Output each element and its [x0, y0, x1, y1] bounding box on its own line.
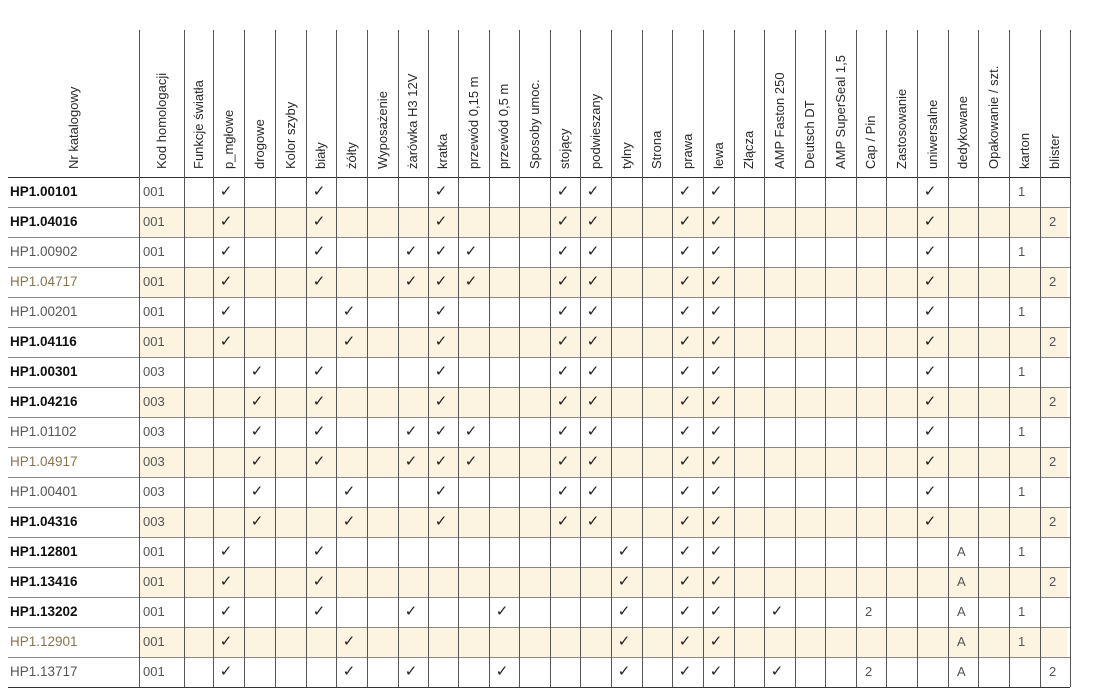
check-mark: ✓: [342, 633, 356, 650]
check-mark: ✓: [617, 543, 631, 560]
check-mark: ✓: [434, 363, 448, 380]
column-header: żarówka H3 12V: [405, 73, 420, 169]
row-divider: [8, 237, 1070, 238]
check-mark: ✓: [434, 303, 448, 320]
column-header: kratka: [435, 133, 450, 169]
row-divider: [8, 417, 1070, 418]
row-divider: [8, 357, 1070, 358]
column-header: AMP SuperSeal 1,5: [832, 55, 848, 169]
check-mark: ✓: [678, 663, 692, 680]
check-mark: ✓: [678, 603, 692, 620]
column-divider: [244, 30, 245, 687]
check-mark: ✓: [678, 273, 692, 290]
check-mark: ✓: [312, 573, 326, 590]
column-header: prawa: [679, 133, 695, 169]
column-divider: [856, 30, 857, 687]
check-mark: ✓: [923, 423, 937, 440]
column-divider: [734, 30, 735, 687]
check-mark: ✓: [709, 393, 723, 410]
check-mark: ✓: [312, 423, 326, 440]
cell-value: 2: [1049, 334, 1057, 349]
check-mark: ✓: [923, 243, 937, 260]
cell-value: 1: [1018, 244, 1026, 259]
check-mark: ✓: [586, 213, 600, 230]
check-mark: ✓: [586, 453, 600, 470]
check-mark: ✓: [709, 513, 723, 530]
catalog-number: HP1.00301: [10, 364, 78, 379]
column-header: karton: [1016, 132, 1032, 169]
check-mark: ✓: [556, 513, 570, 530]
column-header: uniwersalne: [924, 99, 940, 169]
cell-value: 2: [865, 664, 873, 679]
check-mark: ✓: [250, 393, 264, 410]
row-divider: [8, 627, 1070, 628]
check-mark: ✓: [770, 603, 784, 620]
column-header: blister: [1047, 134, 1062, 169]
check-mark: ✓: [219, 273, 233, 290]
column-header: Deutsch DT: [802, 100, 817, 169]
check-mark: ✓: [312, 243, 326, 260]
check-mark: ✓: [678, 243, 692, 260]
check-mark: ✓: [709, 663, 723, 680]
homologation-code: 003: [143, 364, 165, 379]
check-mark: ✓: [709, 543, 723, 560]
column-divider: [1009, 30, 1010, 687]
homologation-code: 001: [143, 244, 165, 259]
check-mark: ✓: [923, 333, 937, 350]
check-mark: ✓: [678, 423, 692, 440]
check-mark: ✓: [434, 243, 448, 260]
column-header: stojący: [557, 128, 572, 169]
check-mark: ✓: [556, 363, 570, 380]
column-divider: [978, 30, 979, 687]
check-mark: ✓: [250, 453, 264, 470]
check-mark: ✓: [312, 273, 326, 290]
column-header: Opakowanie / szt.: [985, 65, 1001, 169]
check-mark: ✓: [678, 453, 692, 470]
check-mark: ✓: [342, 483, 356, 500]
catalog-number: HP1.00201: [10, 304, 78, 319]
column-divider: [428, 30, 429, 687]
cell-value: 2: [1049, 454, 1057, 469]
check-mark: ✓: [586, 363, 600, 380]
column-divider: [550, 30, 551, 687]
check-mark: ✓: [464, 453, 478, 470]
check-mark: ✓: [586, 243, 600, 260]
catalog-number: HP1.00401: [10, 484, 78, 499]
check-mark: ✓: [586, 333, 600, 350]
homologation-code: 003: [143, 514, 165, 529]
check-mark: ✓: [617, 633, 631, 650]
column-divider: [519, 30, 520, 687]
column-divider: [336, 30, 337, 687]
column-divider: [213, 30, 214, 687]
column-header: podwieszany: [587, 93, 603, 169]
column-divider: [886, 30, 887, 687]
check-mark: ✓: [464, 243, 478, 260]
catalog-number: HP1.12901: [10, 634, 78, 649]
check-mark: ✓: [556, 423, 570, 440]
column-header: Złącza: [741, 130, 756, 169]
cell-value: A: [957, 664, 966, 679]
homologation-code: 003: [143, 484, 165, 499]
check-mark: ✓: [709, 423, 723, 440]
check-mark: ✓: [709, 183, 723, 200]
cell-value: 2: [1049, 394, 1057, 409]
catalog-number: HP1.04216: [10, 394, 78, 409]
check-mark: ✓: [434, 483, 448, 500]
check-mark: ✓: [770, 663, 784, 680]
column-divider: [367, 30, 368, 687]
check-mark: ✓: [556, 243, 570, 260]
column-header: żółty: [343, 142, 359, 169]
catalog-number: HP1.13416: [10, 574, 78, 589]
column-divider: [1070, 30, 1071, 687]
cell-value: A: [957, 634, 966, 649]
row-divider: [8, 597, 1070, 598]
check-mark: ✓: [678, 543, 692, 560]
column-header: dedykowane: [955, 96, 970, 169]
check-mark: ✓: [495, 603, 509, 620]
cell-value: 1: [1018, 304, 1026, 319]
check-mark: ✓: [219, 663, 233, 680]
column-divider: [672, 30, 673, 687]
row-divider: [8, 297, 1070, 298]
column-divider: [948, 30, 949, 687]
column-divider: [642, 30, 643, 687]
check-mark: ✓: [434, 423, 448, 440]
check-mark: ✓: [219, 543, 233, 560]
column-divider: [917, 30, 918, 687]
check-mark: ✓: [219, 183, 233, 200]
check-mark: ✓: [219, 213, 233, 230]
check-mark: ✓: [678, 633, 692, 650]
check-mark: ✓: [709, 633, 723, 650]
cell-value: 1: [1018, 634, 1026, 649]
column-header: przewód 0,5 m: [496, 83, 511, 169]
column-divider: [398, 30, 399, 687]
check-mark: ✓: [434, 213, 448, 230]
row-divider: [8, 567, 1070, 568]
check-mark: ✓: [342, 333, 356, 350]
check-mark: ✓: [312, 543, 326, 560]
column-header: Wyposażenie: [374, 91, 390, 169]
catalog-number: HP1.13202: [10, 604, 78, 619]
catalog-number: HP1.04316: [10, 514, 78, 529]
check-mark: ✓: [586, 183, 600, 200]
check-mark: ✓: [586, 393, 600, 410]
check-mark: ✓: [464, 273, 478, 290]
column-divider: [580, 30, 581, 687]
check-mark: ✓: [709, 333, 723, 350]
row-divider: [8, 537, 1070, 538]
check-mark: ✓: [678, 573, 692, 590]
check-mark: ✓: [556, 273, 570, 290]
cell-value: 1: [1018, 484, 1026, 499]
catalog-number: HP1.01102: [10, 424, 77, 439]
column-divider: [703, 30, 704, 687]
row-background: [139, 567, 1067, 597]
row-divider: [8, 507, 1070, 508]
column-header: AMP Faston 250: [771, 72, 787, 169]
check-mark: ✓: [404, 603, 418, 620]
row-divider: [8, 657, 1070, 658]
cell-value: A: [957, 574, 966, 589]
check-mark: ✓: [404, 663, 418, 680]
homologation-code: 001: [143, 334, 165, 349]
cell-value: A: [957, 544, 966, 559]
check-mark: ✓: [434, 333, 448, 350]
row-divider: [8, 387, 1070, 388]
check-mark: ✓: [586, 513, 600, 530]
cell-value: 2: [1049, 214, 1057, 229]
column-header: p_mgłowe: [220, 109, 236, 169]
homologation-code: 001: [143, 274, 165, 289]
check-mark: ✓: [219, 603, 233, 620]
check-mark: ✓: [404, 273, 418, 290]
homologation-code: 001: [143, 574, 165, 589]
row-divider: [8, 327, 1070, 328]
catalog-number: HP1.04116: [10, 334, 77, 349]
check-mark: ✓: [464, 423, 478, 440]
check-mark: ✓: [617, 603, 631, 620]
check-mark: ✓: [923, 513, 937, 530]
check-mark: ✓: [709, 213, 723, 230]
check-mark: ✓: [678, 483, 692, 500]
column-header: drogowe: [251, 119, 267, 169]
check-mark: ✓: [219, 633, 233, 650]
check-mark: ✓: [923, 303, 937, 320]
check-mark: ✓: [250, 363, 264, 380]
check-mark: ✓: [923, 483, 937, 500]
check-mark: ✓: [342, 303, 356, 320]
check-mark: ✓: [434, 273, 448, 290]
check-mark: ✓: [219, 243, 233, 260]
column-divider: [764, 30, 765, 687]
check-mark: ✓: [923, 393, 937, 410]
column-header: Kod homologacji: [153, 72, 169, 169]
check-mark: ✓: [404, 243, 418, 260]
check-mark: ✓: [678, 513, 692, 530]
column-divider: [184, 30, 185, 687]
column-header: Strona: [649, 130, 664, 169]
check-mark: ✓: [586, 303, 600, 320]
column-divider: [275, 30, 276, 687]
check-mark: ✓: [556, 183, 570, 200]
row-divider: [8, 267, 1070, 268]
cell-value: 2: [1049, 574, 1057, 589]
homologation-code: 001: [143, 634, 165, 649]
cell-value: 1: [1018, 544, 1026, 559]
check-mark: ✓: [495, 663, 509, 680]
catalog-number: HP1.04717: [10, 274, 78, 289]
cell-value: 1: [1018, 424, 1026, 439]
header-bottom-line: [8, 177, 1070, 178]
homologation-code: 001: [143, 544, 165, 559]
column-header: Cap / Pin: [863, 115, 878, 169]
column-divider: [795, 30, 796, 687]
homologation-code: 001: [143, 664, 165, 679]
check-mark: ✓: [312, 213, 326, 230]
homologation-code: 003: [143, 424, 165, 439]
check-mark: ✓: [709, 363, 723, 380]
column-divider: [825, 30, 826, 687]
check-mark: ✓: [556, 303, 570, 320]
check-mark: ✓: [586, 423, 600, 440]
column-header: tylny: [618, 142, 634, 169]
check-mark: ✓: [556, 483, 570, 500]
row-divider: [8, 477, 1070, 478]
check-mark: ✓: [617, 663, 631, 680]
check-mark: ✓: [709, 453, 723, 470]
check-mark: ✓: [219, 573, 233, 590]
check-mark: ✓: [709, 603, 723, 620]
check-mark: ✓: [250, 483, 264, 500]
check-mark: ✓: [434, 453, 448, 470]
check-mark: ✓: [219, 333, 233, 350]
check-mark: ✓: [556, 213, 570, 230]
homologation-code: 001: [143, 304, 165, 319]
row-divider: [8, 687, 1070, 688]
column-divider: [139, 30, 140, 687]
check-mark: ✓: [617, 573, 631, 590]
check-mark: ✓: [923, 363, 937, 380]
check-mark: ✓: [678, 183, 692, 200]
check-mark: ✓: [312, 183, 326, 200]
column-header: przewód 0,15 m: [465, 76, 481, 169]
check-mark: ✓: [923, 453, 937, 470]
row-divider: [8, 207, 1070, 208]
check-mark: ✓: [312, 363, 326, 380]
check-mark: ✓: [678, 393, 692, 410]
check-mark: ✓: [709, 303, 723, 320]
check-mark: ✓: [556, 333, 570, 350]
check-mark: ✓: [923, 273, 937, 290]
homologation-code: 001: [143, 184, 165, 199]
check-mark: ✓: [250, 423, 264, 440]
column-divider: [306, 30, 307, 687]
column-header: Nr katalogowy: [65, 86, 81, 169]
catalog-number: HP1.13717: [10, 664, 78, 679]
column-divider: [611, 30, 612, 687]
cell-value: 2: [865, 604, 873, 619]
check-mark: ✓: [404, 453, 418, 470]
catalog-number: HP1.00101: [10, 184, 78, 199]
column-divider: [458, 30, 459, 687]
check-mark: ✓: [586, 483, 600, 500]
check-mark: ✓: [709, 573, 723, 590]
catalog-number: HP1.04917: [10, 454, 78, 469]
check-mark: ✓: [678, 303, 692, 320]
check-mark: ✓: [709, 273, 723, 290]
check-mark: ✓: [678, 333, 692, 350]
check-mark: ✓: [434, 513, 448, 530]
cell-value: A: [957, 604, 966, 619]
check-mark: ✓: [434, 183, 448, 200]
check-mark: ✓: [709, 243, 723, 260]
cell-value: 1: [1018, 184, 1026, 199]
check-mark: ✓: [586, 273, 600, 290]
check-mark: ✓: [312, 453, 326, 470]
cell-value: 1: [1018, 604, 1026, 619]
column-divider: [489, 30, 490, 687]
column-header: biały: [313, 142, 328, 169]
check-mark: ✓: [678, 213, 692, 230]
check-mark: ✓: [250, 513, 264, 530]
check-mark: ✓: [709, 483, 723, 500]
homologation-code: 001: [143, 214, 165, 229]
homologation-code: 003: [143, 394, 165, 409]
check-mark: ✓: [678, 363, 692, 380]
column-header: lewa: [710, 142, 726, 169]
cell-value: 2: [1049, 514, 1057, 529]
catalog-number: HP1.12801: [10, 544, 78, 559]
cell-value: 2: [1049, 664, 1057, 679]
check-mark: ✓: [556, 393, 570, 410]
column-header: Funkcje światła: [190, 80, 206, 169]
homologation-code: 003: [143, 454, 165, 469]
check-mark: ✓: [434, 393, 448, 410]
check-mark: ✓: [312, 603, 326, 620]
check-mark: ✓: [342, 513, 356, 530]
check-mark: ✓: [923, 213, 937, 230]
column-header: Kolor szyby: [282, 101, 298, 169]
cell-value: 2: [1049, 274, 1057, 289]
catalog-number: HP1.00902: [10, 244, 78, 259]
catalog-number: HP1.04016: [10, 214, 78, 229]
row-background: [139, 627, 1067, 657]
homologation-code: 001: [143, 604, 165, 619]
column-header: Zastosowanie: [893, 88, 909, 169]
check-mark: ✓: [342, 663, 356, 680]
check-mark: ✓: [923, 183, 937, 200]
column-header: Sposoby umoc.: [526, 79, 542, 169]
column-divider: [1040, 30, 1041, 687]
row-divider: [8, 447, 1070, 448]
check-mark: ✓: [556, 453, 570, 470]
check-mark: ✓: [219, 303, 233, 320]
check-mark: ✓: [312, 393, 326, 410]
cell-value: 1: [1018, 364, 1026, 379]
check-mark: ✓: [404, 423, 418, 440]
